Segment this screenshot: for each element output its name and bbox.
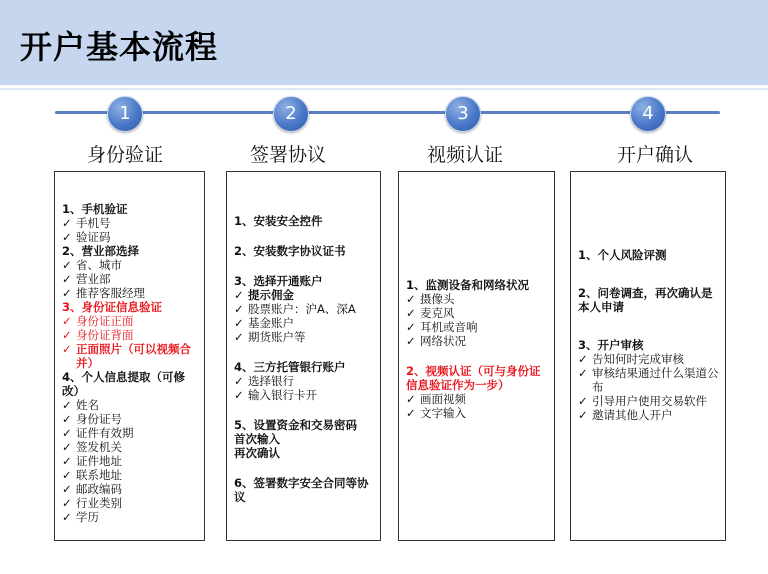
- check-icon: ✓: [62, 258, 72, 272]
- section-line: 再次确认: [234, 446, 280, 460]
- list-item: ✓ 手机号: [62, 216, 111, 230]
- section-heading: 1、安装安全控件: [234, 214, 323, 228]
- check-icon: ✓: [62, 328, 72, 342]
- list-item: ✓ 画面视频: [406, 392, 466, 406]
- list-item: ✓ 摄像头: [406, 292, 455, 306]
- section-heading: 1、个人风险评测: [578, 248, 667, 262]
- check-icon: ✓: [62, 398, 72, 412]
- section-heading: 6、签署数字安全合同等协议: [234, 476, 369, 504]
- account-confirmation-box: [570, 171, 726, 541]
- list-item: ✓ 行业类别: [62, 496, 122, 510]
- list-item: ✓ 股票账户：沪A、深A: [234, 302, 356, 316]
- sign-agreement-content: [234, 214, 376, 504]
- list-item: ✓ 验证码: [62, 230, 111, 244]
- check-icon: ✓: [62, 314, 72, 328]
- section-heading: 4、个人信息提取（可修改）: [62, 370, 186, 398]
- identity-verification-box: [54, 171, 205, 541]
- list-item: ✓ 联系地址: [62, 468, 122, 482]
- list-item: ✓ 姓名: [62, 398, 99, 412]
- section-heading: 4、三方托管银行账户: [234, 360, 346, 374]
- check-icon: ✓: [406, 406, 416, 420]
- list-item: ✓ 邀请其他人开户: [578, 408, 673, 422]
- step-4-circle: 4: [630, 96, 666, 132]
- check-icon: ✓: [234, 288, 244, 302]
- list-item: ✓ 签发机关: [62, 440, 122, 454]
- list-item: ✓ 基金账户: [234, 316, 294, 330]
- section-heading: 1、手机验证: [62, 202, 128, 216]
- list-item: ✓ 引导用户使用交易软件: [578, 394, 707, 408]
- check-icon: ✓: [578, 366, 588, 380]
- check-icon: ✓: [62, 286, 72, 300]
- list-item: ✓ 告知何时完成审核: [578, 352, 684, 366]
- check-icon: ✓: [62, 496, 72, 510]
- section-heading: 1、监测设备和网络状况: [406, 278, 530, 292]
- timeline-line: [55, 111, 720, 114]
- video-authentication-box: [398, 171, 555, 541]
- list-item: ✓ 网络状况: [406, 334, 466, 348]
- check-icon: ✓: [578, 408, 588, 422]
- list-item: ✓ 正面照片（可以视频合并）: [62, 342, 191, 370]
- check-icon: ✓: [62, 272, 72, 286]
- page-title: 开户基本流程: [20, 28, 219, 66]
- step-3-title: 视频认证: [426, 144, 503, 166]
- header-banner: [0, 0, 768, 85]
- check-icon: ✓: [62, 230, 72, 244]
- section-heading: 2、营业部选择: [62, 244, 140, 258]
- check-icon: ✓: [62, 454, 72, 468]
- check-icon: ✓: [234, 302, 244, 316]
- check-icon: ✓: [406, 306, 416, 320]
- check-icon: ✓: [406, 320, 416, 334]
- section-heading: 2、视频认证（可与身份证信息验证作为一步）: [406, 364, 541, 392]
- check-icon: ✓: [62, 412, 72, 426]
- list-item: ✓ 身份证背面: [62, 328, 134, 342]
- section-heading: 2、问卷调查，再次确认是本人申请: [578, 286, 713, 314]
- list-item: ✓ 证件有效期: [62, 426, 134, 440]
- list-item: ✓ 文字输入: [406, 406, 466, 420]
- list-item: ✓ 证件地址: [62, 454, 122, 468]
- list-item: ✓ 选择银行: [234, 374, 294, 388]
- check-icon: ✓: [406, 334, 416, 348]
- step-3-circle: 3: [445, 96, 481, 132]
- check-icon: ✓: [62, 510, 72, 524]
- check-icon: ✓: [62, 342, 72, 356]
- list-item: ✓ 身份证正面: [62, 314, 134, 328]
- check-icon: ✓: [578, 352, 588, 366]
- check-icon: ✓: [62, 468, 72, 482]
- list-item: ✓ 耳机或音响: [406, 320, 478, 334]
- list-item: ✓ 省、城市: [62, 258, 122, 272]
- section-heading: 2、安装数字协议证书: [234, 244, 346, 258]
- list-item: ✓ 提示佣金: [234, 288, 294, 302]
- check-icon: ✓: [406, 392, 416, 406]
- check-icon: ✓: [234, 374, 244, 388]
- list-item: ✓ 营业部: [62, 272, 111, 286]
- header-divider: [0, 88, 768, 90]
- check-icon: ✓: [406, 292, 416, 306]
- section-heading: 3、选择开通账户: [234, 274, 323, 288]
- video-authentication-content: [406, 278, 550, 420]
- step-1-circle: 1: [107, 96, 143, 132]
- sign-agreement-box: [226, 171, 381, 541]
- check-icon: ✓: [62, 216, 72, 230]
- check-icon: ✓: [578, 394, 588, 408]
- section-heading: 5、设置资金和交易密码: [234, 418, 358, 432]
- step-2-title: 签署协议: [249, 144, 326, 166]
- list-item: ✓ 邮政编码: [62, 482, 122, 496]
- check-icon: ✓: [62, 426, 72, 440]
- step-2-circle: 2: [273, 96, 309, 132]
- section-line: 首次输入: [234, 432, 280, 446]
- list-item: ✓ 学历: [62, 510, 99, 524]
- account-confirmation-content: [578, 248, 721, 422]
- list-item: ✓ 审核结果通过什么渠道公布: [578, 366, 719, 394]
- list-item: ✓ 输入银行卡开: [234, 388, 317, 402]
- list-item: ✓ 身份证号: [62, 412, 122, 426]
- check-icon: ✓: [234, 330, 244, 344]
- list-item: ✓ 期货账户等: [234, 330, 306, 344]
- list-item: ✓ 推荐客服经理: [62, 286, 145, 300]
- check-icon: ✓: [62, 440, 72, 454]
- identity-verification-content: [62, 202, 200, 524]
- step-4-title: 开户确认: [616, 144, 693, 166]
- section-heading: 3、开户审核: [578, 338, 644, 352]
- list-item: ✓ 麦克风: [406, 306, 455, 320]
- check-icon: ✓: [234, 388, 244, 402]
- section-heading: 3、身份证信息验证: [62, 300, 163, 314]
- step-1-title: 身份验证: [86, 144, 163, 166]
- check-icon: ✓: [62, 482, 72, 496]
- check-icon: ✓: [234, 316, 244, 330]
